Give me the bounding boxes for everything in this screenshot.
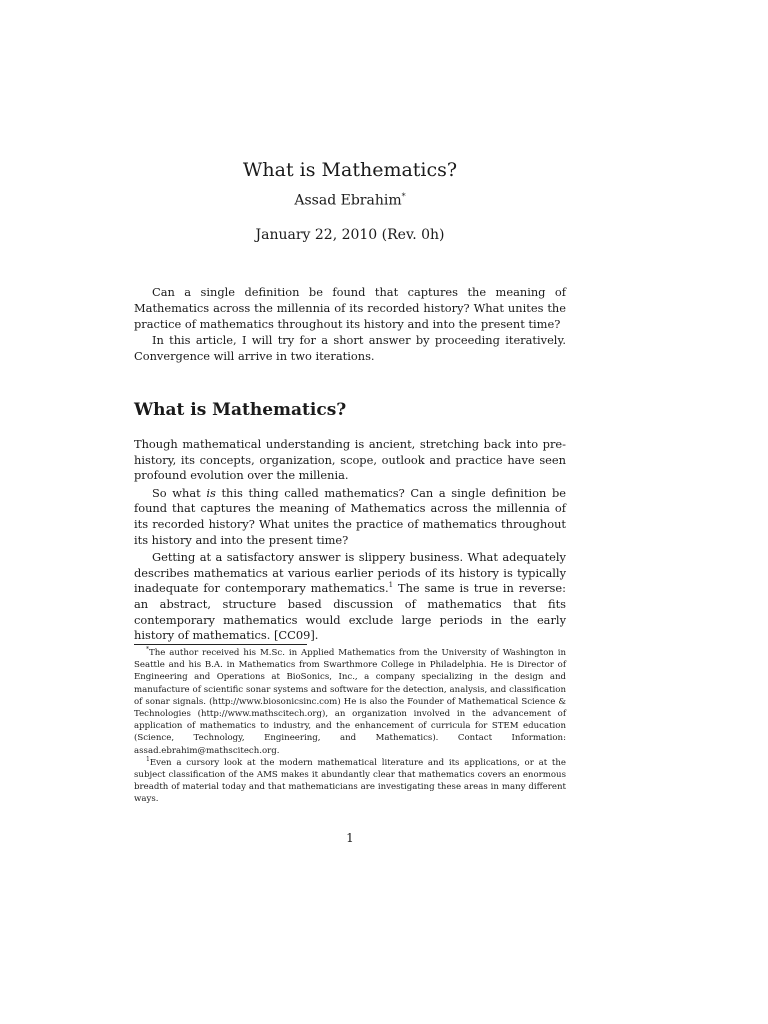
footnote-author-mark: *: [146, 646, 149, 654]
paper-title: What is Mathematics?: [242, 158, 458, 181]
body-paragraph-3-start: Getting at a satisfactory answer is slippery business. What adequately describes mathematics at various earlier periods of its history is typically inadequate for contemporary mathematics.: [134, 550, 566, 596]
footnote-1-mark: 1: [146, 755, 150, 763]
footnote-1-text: Even a cursory look at the modern mathematical literature and its applications, or at the subject classification of the AMS makes it abundantly clear that mathematics covers an enormous breadth of material today and that mathematicians are investigating these areas in many different ways.: [134, 757, 566, 805]
abstract-paragraph-1: Can a single definition be found that captures the meaning of Mathematics across the millennia of its recorded history? What unites the practice of mathematics throughout its history and into the present time?: [134, 285, 566, 331]
section-heading: What is Mathematics?: [134, 400, 347, 420]
body-paragraph-2-emphasis: is: [206, 485, 216, 500]
body-paragraph-2-start: So what: [152, 485, 207, 500]
body-text: [134, 437, 566, 646]
author-footnote-mark: *: [401, 192, 406, 201]
page-number: 1: [346, 831, 354, 845]
footnotes: [134, 647, 566, 806]
body-paragraph-3-end: The same is true in reverse: an abstract, structure based discussion of mathematics that fits contemporary mathematics would exclude large periods in the early history of mathematics. [CC09].: [134, 581, 566, 643]
author-name: Assad Ebrahim: [294, 192, 402, 209]
paper-date: January 22, 2010 (Rev. 0h): [255, 227, 445, 243]
footnote-rule: [134, 644, 307, 645]
body-paragraph-3: [134, 550, 566, 644]
footnote-ref-1: 1: [388, 581, 394, 590]
footnote-author: [134, 647, 566, 757]
footnote-1: [134, 757, 566, 806]
footnote-author-text: The author received his M.Sc. in Applied Mathematics from the University of Washington in Seattle and his B.A. in Mathematics from Swarthmore College in Philadelphia. He is Director of Engineering and Operations at BioSonics, Inc., a company specializing in the design and manufacture of scientific sonar systems and software for the detection, analysis, and classification of sonar signals. (http://www.biosonicsinc.com) He is also the Founder of Mathematical Science & Technologies (http://www.mathscitech.org), an organization involved in the advancement of application of mathematics to industry, and the enhancement of curricula for STEM education (Science, Technology, Engineering, and Mathematics). Contact Information: assad.ebrahim@mathscitech.org.: [134, 648, 566, 756]
body-paragraph-2: [134, 486, 566, 548]
abstract: [134, 284, 566, 364]
abstract-paragraph-2: In this article, I will try for a short answer by proceeding iteratively. Convergence will arrive in two iterations.: [134, 333, 566, 363]
author-line: [0, 192, 700, 209]
body-paragraph-2-end: this thing called mathematics? Can a single definition be found that captures the meaning of Mathematics across the millennia of its recorded history? What unites the practice of mathematics throughout its history and into the present time?: [134, 485, 566, 547]
body-paragraph-1: Though mathematical understanding is ancient, stretching back into pre-history, its concepts, organization, scope, outlook and practice have seen profound evolution over the millenia.: [134, 437, 566, 483]
